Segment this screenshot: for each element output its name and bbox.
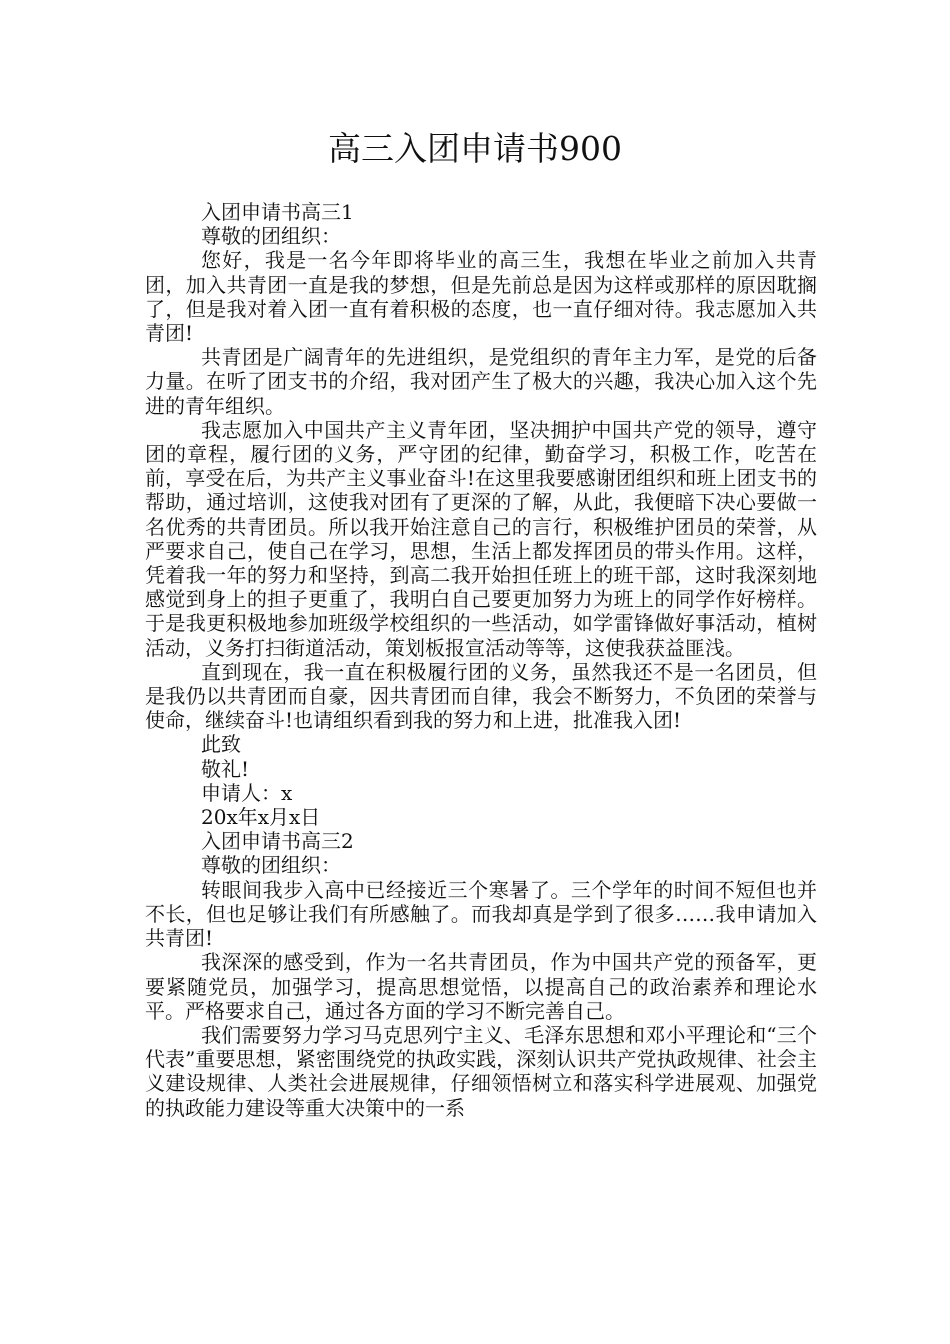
closing-line: 此致 [201, 732, 241, 757]
paragraph: 我深深的感受到，作为一名共青团员，作为中国共产党的预备军，更要紧随党员，加强学习，提高思想觉悟，以提高自己的政治素养和理论水平。严格要求自己，通过各方面的学习不断完善自己。 [145, 950, 817, 1023]
paragraph: 尊敬的团组织： [201, 853, 341, 878]
date-line: 20x年x月x日 [201, 805, 321, 830]
paragraph: 入团申请书高三2 [201, 829, 354, 854]
document-body [145, 200, 817, 1120]
paragraph: 我志愿加入中国共产主义青年团，坚决拥护中国共产党的领导，遵守团的章程，履行团的义务，严守团的纪律，勤奋学习，积极工作，吃苦在前，享受在后，为共产主义事业奋斗!在这里我要感谢团组织和班上团支书的帮助，通过培训，这使我对团有了更深的了解，从此，我便暗下决心要做一名优秀的共青团员。所以我开始注意自己的言行，积极维护团员的荣誉，从严要求自己，使自己在学习，思想，生活上都发挥团员的带头作用。这样，凭着我一年的努力和坚持，到高二我开始担任班上的班干部，这时我深刻地感觉到身上的担子更重了，我明白自己要更加努力为班上的同学作好榜样。于是我更积极地参加班级学校组织的一些活动，如学雷锋做好事活动，植树活动，义务打扫街道活动，策划板报宣活动等等，这使我获益匪浅。 [145, 417, 817, 660]
paragraph: 转眼间我步入高中已经接近三个寒暑了。三个学年的时间不短但也并不长，但也足够让我们有所感触了。而我却真是学到了很多……我申请加入共青团! [145, 877, 817, 951]
paragraph: 直到现在，我一直在积极履行团的义务，虽然我还不是一名团员，但是我仍以共青团而自豪，因共青团而自律，我会不断努力，不负团的荣誉与使命，继续奋斗!也请组织看到我的努力和上进，批准我入团! [145, 659, 817, 733]
paragraph: 您好，我是一名今年即将毕业的高三生，我想在毕业之前加入共青团，加入共青团一直是我的梦想，但是先前总是因为这样或那样的原因耽搁了，但是我对着入团一直有着积极的态度，也一直仔细对待。我志愿加入共青团! [145, 248, 817, 346]
document-title: 高三入团申请书900 [328, 129, 622, 168]
paragraph: 我们需要努力学习马克思列宁主义、毛泽东思想和邓小平理论和“三个代表”重要思想，紧密围绕党的执政实践，深刻认识共产党执政规律、社会主义建设规律、人类社会进展规律，仔细领悟树立和落实科学进展观、加强党的执政能力建设等重大决策中的一系 [145, 1022, 817, 1120]
paragraph: 入团申请书高三1 [201, 200, 354, 224]
signature-line: 申请人：x [201, 780, 293, 805]
paragraph: 尊敬的团组织： [201, 224, 341, 249]
paragraph: 共青团是广阔青年的先进组织，是党组织的青年主力军，是党的后备力量。在听了团支书的介绍，我对团产生了极大的兴趣，我决心加入这个先进的青年组织。 [145, 345, 817, 418]
closing-line: 敬礼! [201, 756, 250, 781]
